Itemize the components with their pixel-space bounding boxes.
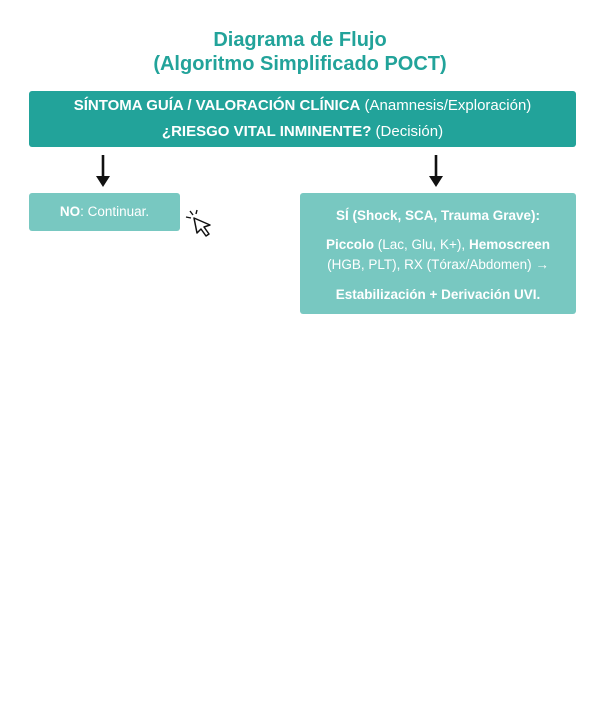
- header-symptom-label: SÍNTOMA GUÍA / VALORACIÓN CLÍNICA: [73, 97, 361, 114]
- arrow-down-icon: [94, 154, 112, 188]
- header-line-1: [29, 93, 576, 119]
- header-risk-detail: (Decisión): [375, 123, 444, 140]
- title-line-2: (Algoritmo Simplificado POCT): [153, 53, 447, 75]
- header-risk-question: ¿RIESGO VITAL INMINENTE?: [161, 123, 372, 140]
- diagram-title: [0, 28, 600, 76]
- no-branch-text: : Continuar.: [80, 204, 150, 219]
- no-branch-box[interactable]: [29, 193, 180, 231]
- hemoscreen-detail: (HGB, PLT), RX (Tórax/Abdomen) →: [327, 257, 549, 272]
- yes-branch-tests: [310, 235, 566, 275]
- decision-header-box: [29, 91, 576, 147]
- header-symptom-detail: (Anamnesis/Exploración): [364, 97, 532, 114]
- no-branch-label: NO: [59, 204, 81, 219]
- piccolo-label: Piccolo: [325, 237, 374, 252]
- header-line-2: [29, 119, 576, 145]
- yes-branch-box[interactable]: [300, 193, 576, 314]
- piccolo-detail: (Lac, Glu, K+),: [377, 237, 466, 252]
- pointer-cursor-icon: [184, 207, 216, 239]
- hemoscreen-label: Hemoscreen: [468, 237, 550, 252]
- title-line-1: Diagrama de Flujo: [213, 29, 387, 51]
- arrow-down-icon: [427, 154, 445, 188]
- yes-branch-outcome: Estabilización + Derivación UVI.: [335, 287, 541, 302]
- yes-branch-heading: SÍ (Shock, SCA, Trauma Grave):: [335, 208, 541, 223]
